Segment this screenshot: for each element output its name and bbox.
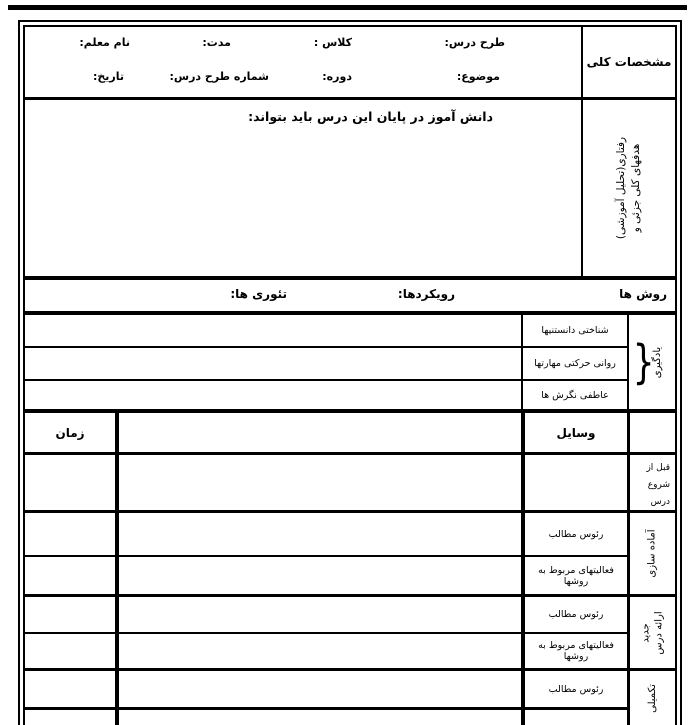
objectives-section	[25, 100, 675, 280]
psychomotor-input-area[interactable]	[25, 348, 521, 379]
field-label-duration: مدت:	[202, 36, 231, 49]
activities-row-label: فعالیتهای مربوط به روشها	[521, 557, 627, 594]
time-input-area[interactable]	[25, 557, 115, 594]
grouping-brace: {	[632, 335, 655, 389]
cognitive-row-label: شناختی دانستنیها	[521, 315, 627, 346]
field-label-lesson-plan: طرح درس:	[444, 36, 505, 49]
table-row	[25, 513, 627, 557]
topics-input-area[interactable]	[115, 513, 521, 555]
stage-label-line1: ارائه درس	[653, 610, 665, 655]
topics-row-label: رئوس مطالب	[521, 597, 627, 632]
topics-input-area[interactable]	[115, 597, 521, 632]
page-top-rule	[8, 5, 687, 10]
theories-label: تئوری ها:	[230, 287, 287, 301]
lesson-plan-table	[18, 20, 682, 725]
topics-row-label: رئوس مطالب	[521, 671, 627, 707]
learning-rows	[25, 315, 627, 409]
before-start-time-cell[interactable]	[25, 455, 115, 510]
activities-row-label: فعالیتهای مربوط به روشها	[521, 634, 627, 668]
objectives-label-line1: هدفهای کلی جزئی و	[629, 143, 642, 233]
learning-section	[25, 315, 675, 413]
methods-title: روش ها	[619, 287, 667, 301]
methods-section[interactable]	[25, 280, 675, 315]
stage-label-line2: جدید	[640, 622, 652, 643]
table-row	[25, 671, 627, 710]
activities-input-area[interactable]	[115, 634, 521, 668]
topics-row-label: رئوس مطالب	[521, 513, 627, 555]
field-label-subject: موضوع:	[456, 70, 500, 83]
activities-input-area[interactable]	[115, 710, 521, 725]
table-row	[25, 557, 627, 594]
table-row	[25, 597, 627, 634]
psychomotor-row-label: روانی حرکتی مهارتها	[521, 348, 627, 379]
before-start-section-label: قبل از شروع درس	[627, 455, 675, 510]
stage-title-rotated	[640, 611, 666, 654]
time-input-area[interactable]	[25, 597, 115, 632]
methods-row	[25, 280, 675, 311]
materials-section	[25, 413, 675, 455]
materials-corner-cell	[627, 413, 675, 452]
materials-input-area[interactable]	[115, 413, 521, 452]
time-header-cell	[25, 413, 115, 452]
section-title-rotated	[614, 137, 644, 239]
time-input-area[interactable]	[25, 671, 115, 707]
approaches-label: رویکردها:	[397, 287, 455, 301]
table-row	[25, 348, 627, 381]
time-input-area[interactable]	[25, 513, 115, 555]
field-label-teacher-name: نام معلم:	[79, 36, 130, 49]
table-row	[25, 315, 627, 348]
field-label-plan-number: شماره طرح درس:	[169, 70, 269, 83]
table-row	[25, 634, 627, 668]
table-row	[25, 710, 627, 725]
cognitive-input-area[interactable]	[25, 315, 521, 346]
learning-section-label	[627, 315, 675, 409]
new-lesson-stage-section	[25, 597, 675, 671]
topics-input-area[interactable]	[115, 671, 521, 707]
time-input-area[interactable]	[25, 634, 115, 668]
affective-input-area[interactable]	[25, 381, 521, 409]
objectives-section-label	[581, 100, 675, 276]
supplementary-stage-label	[627, 671, 675, 725]
table-row	[25, 381, 627, 409]
learning-title-rotated: یادگیری	[652, 346, 664, 378]
supplementary-rows	[25, 671, 627, 725]
activities-input-area[interactable]	[115, 557, 521, 594]
stage-title-rotated: آماده سازی	[646, 529, 658, 578]
preparation-stage-section	[25, 513, 675, 597]
supplementary-stage-section	[25, 671, 675, 725]
field-label-class: کلاس :	[313, 36, 352, 49]
field-label-period: دوره:	[322, 70, 352, 83]
new-lesson-stage-label	[627, 597, 675, 668]
preparation-stage-label	[627, 513, 675, 594]
before-start-section	[25, 455, 675, 513]
general-info-section-label	[581, 27, 675, 97]
materials-label: وسایل	[556, 425, 596, 440]
general-info-fields[interactable]	[25, 27, 581, 97]
affective-row-label: عاطفی نگرش ها	[521, 381, 627, 409]
activities-row-label	[521, 710, 627, 725]
objectives-label-line2: رفتاری(تحلیل آموزشی)	[614, 136, 627, 240]
objectives-prompt: دانش آموز در پایان این درس باید بتواند:	[248, 109, 493, 124]
time-label: زمان	[55, 425, 85, 440]
materials-label-cell	[521, 413, 627, 452]
new-lesson-rows	[25, 597, 627, 668]
general-info-section	[25, 27, 675, 100]
preparation-rows	[25, 513, 627, 594]
field-label-date: تاریخ:	[92, 70, 124, 83]
objectives-input-area[interactable]	[25, 100, 581, 276]
stage-title-rotated: تکمیلی	[647, 683, 658, 713]
before-start-label-cell[interactable]	[521, 455, 627, 510]
before-start-input-area[interactable]	[115, 455, 521, 510]
section-title: مشخصات کلی	[586, 55, 672, 69]
time-input-area[interactable]	[25, 710, 115, 725]
